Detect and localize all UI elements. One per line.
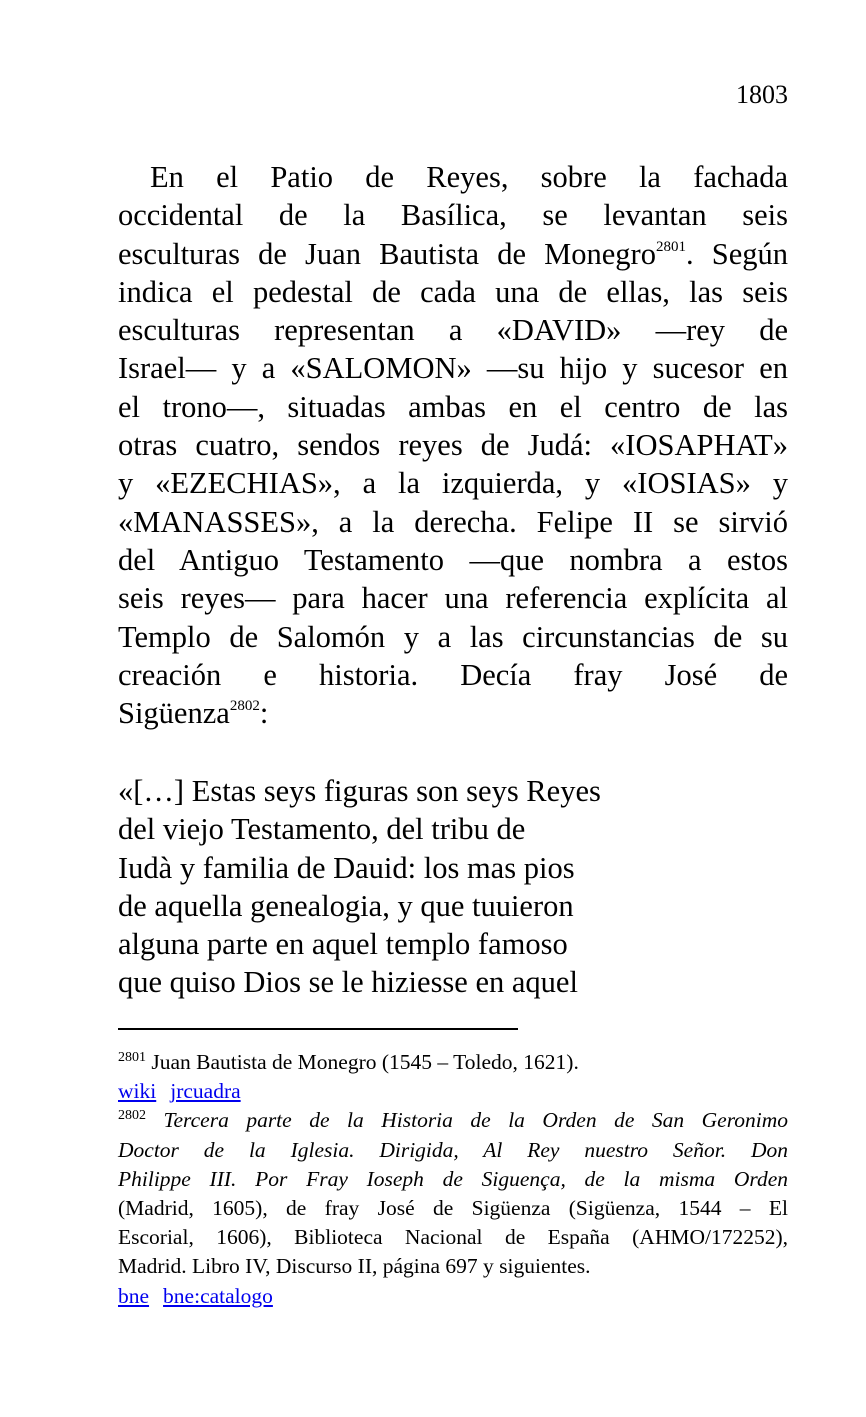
footnote-line: (Madrid, 1605), de fray José de Sigüenza (Sigüenza, 1544 – El	[118, 1196, 788, 1221]
footnote-line: Madrid. Libro IV, Discurso II, página 697 y siguientes.	[118, 1254, 591, 1279]
body-line	[118, 235, 788, 273]
body-line: esculturas representan a «DAVID» —rey de	[118, 313, 788, 348]
footnote-ref-2801[interactable]: 2801	[655, 238, 686, 255]
body-line: occidental de la Basílica, se levantan seis	[118, 198, 788, 233]
footnote-line	[118, 1136, 788, 1165]
footnote-line	[118, 1165, 788, 1194]
body-line-part: . Según	[685, 236, 788, 271]
quote-line: de aquella genealogia, y que tuuieron	[118, 888, 574, 923]
footnote-title-line: Tercera parte de la Historia de la Orden de San Geronimo	[163, 1108, 789, 1133]
body-line-part: :	[259, 696, 269, 731]
footnote-links	[118, 1077, 788, 1106]
footnote-line: Escorial, 1606), Biblioteca Nacional de España (AHMO/172252),	[118, 1225, 788, 1250]
footnote-links	[118, 1282, 788, 1311]
block-quote	[118, 772, 758, 1002]
footnotes	[118, 1048, 788, 1311]
link-wiki[interactable]: wiki	[118, 1079, 157, 1104]
body-line: seis reyes— para hacer una referencia explícita al	[118, 581, 788, 616]
footnote-number: 2801	[118, 1050, 146, 1065]
body-line: Israel— y a «SALOMON» —su hijo y sucesor en	[118, 351, 788, 386]
body-line: En el Patio de Reyes, sobre la fachada	[150, 160, 788, 194]
body-line-part: esculturas de Juan Bautista de Monegro	[118, 236, 656, 271]
footnote-2801	[118, 1048, 788, 1077]
body-line	[118, 694, 788, 732]
footnote-ref-2802[interactable]: 2802	[229, 698, 260, 715]
body-line-part: Sigüenza	[118, 696, 230, 731]
body-line: el trono—, situadas ambas en el centro de las	[118, 389, 788, 424]
quote-line: Iudà y familia de Dauid: los mas pios	[118, 850, 575, 885]
link-jrcuadra[interactable]: jrcuadra	[170, 1079, 241, 1104]
link-bne[interactable]: bne	[118, 1283, 150, 1308]
body-line: indica el pedestal de cada una de ellas, las seis	[118, 274, 788, 309]
body-line: otras cuatro, sendos reyes de Judá: «IOSAPHAT»	[118, 428, 788, 463]
footnote-title-line: Philippe III. Por Fray Ioseph de Siguença, de la misma Orden	[118, 1166, 788, 1191]
quote-line: que quiso Dios se le hiziesse en aquel	[118, 965, 578, 1000]
footnote-text: Juan Bautista de Monegro (1545 – Toledo, 1621).	[146, 1050, 579, 1074]
quote-line: alguna parte en aquel templo famoso	[118, 927, 568, 962]
body-paragraph	[118, 158, 788, 732]
body-line: creación e historia. Decía fray José de	[118, 657, 788, 692]
quote-line: «[…] Estas seys figuras son seys Reyes	[118, 774, 601, 808]
body-line: del Antiguo Testamento —que nombra a estos	[118, 542, 788, 577]
footnote-2802	[118, 1106, 788, 1135]
page-number: 1803	[736, 80, 788, 109]
footnote-separator	[118, 1028, 518, 1030]
footnote-title-line: Doctor de la Iglesia. Dirigida, Al Rey nuestro Señor. Don	[118, 1137, 788, 1162]
footnote-number: 2802	[118, 1108, 146, 1124]
body-line: Templo de Salomón y a las circunstancias de su	[118, 619, 788, 654]
link-bne-catalogo[interactable]: bne:catalogo	[163, 1283, 273, 1308]
body-line: «MANASSES», a la derecha. Felipe II se sirvió	[118, 504, 788, 539]
quote-line: del viejo Testamento, del tribu de	[118, 812, 526, 847]
body-line: y «EZECHIAS», a la izquierda, y «IOSIAS» y	[118, 466, 788, 501]
